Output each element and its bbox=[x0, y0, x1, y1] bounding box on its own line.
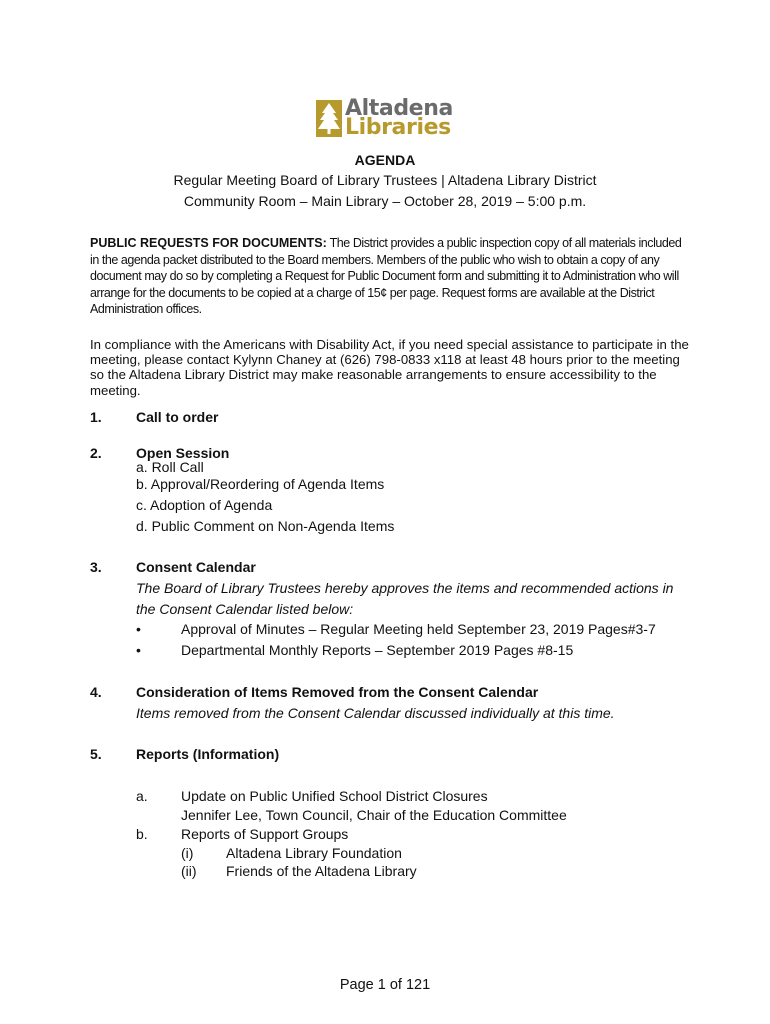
logo-wordmark-altadena: Altadena bbox=[345, 96, 453, 121]
item-5b-sub-text: Friends of the Altadena Library bbox=[226, 863, 417, 879]
bullet-icon: • bbox=[136, 642, 141, 658]
page-number: Page 1 of 121 bbox=[339, 977, 431, 993]
item-5-number: 5. bbox=[90, 746, 102, 762]
item-5a-label: a. bbox=[136, 788, 148, 804]
item-4-title: Consideration of Items Removed from the Consent Calendar bbox=[136, 684, 539, 700]
item-5b-sub-text: Altadena Library Foundation bbox=[226, 845, 402, 861]
item-4-number: 4. bbox=[90, 684, 102, 700]
item-2-number: 2. bbox=[90, 445, 102, 461]
consent-item: Departmental Monthly Reports – September 2019 Pages #8-15 bbox=[181, 642, 574, 658]
bullet-icon: • bbox=[136, 621, 141, 637]
public-requests-text: The District provides a public inspection copy of all materials included in the agenda packet distributed to the Board members. Members of the public who wish to obtain a copy of any document may do so by completing a Request for Public Document form and submitting it to Administration who will arrange for the documents to be copied at a charge of 15¢ per page. Request forms are available at the District Administration offices. bbox=[90, 236, 682, 317]
item-2-title: Open Session bbox=[136, 445, 230, 461]
consent-item: Approval of Minutes – Regular Meeting held September 23, 2019 Pages#3-7 bbox=[181, 621, 656, 637]
altadena-libraries-logo bbox=[316, 96, 466, 140]
logo-wordmark-libraries: Libraries bbox=[345, 115, 451, 140]
item-5b-sub-label: (i) bbox=[181, 845, 194, 861]
ada-compliance-paragraph: In compliance with the Americans with Disability Act, if you need special assistance to participate in the meeting, please contact Kylynn Chaney at (626) 798-0833 x118 at least 48 hours prior to the meeting so the Altadena Library District may make reasonable arrangements to ensure accessibility to the meeting. bbox=[90, 337, 689, 398]
tree-logo-icon bbox=[316, 100, 342, 137]
item-4-note: Items removed from the Consent Calendar discussed individually at this time. bbox=[136, 705, 615, 721]
item-5a-detail: Jennifer Lee, Town Council, Chair of the Education Committee bbox=[181, 807, 567, 823]
item-5b-text: Reports of Support Groups bbox=[181, 826, 349, 842]
item-1-number: 1. bbox=[90, 409, 102, 425]
item-2-subitem: d. Public Comment on Non-Agenda Items bbox=[136, 518, 395, 534]
public-requests-label: PUBLIC REQUESTS FOR DOCUMENTS: bbox=[90, 236, 327, 250]
item-5b-label: b. bbox=[136, 826, 148, 842]
item-1-title: Call to order bbox=[136, 409, 219, 425]
item-3-note: The Board of Library Trustees hereby approves the items and recommended actions in bbox=[136, 580, 674, 596]
item-3-title: Consent Calendar bbox=[136, 559, 256, 575]
item-2-subitem: c. Adoption of Agenda bbox=[136, 497, 273, 513]
agenda-title: AGENDA bbox=[354, 152, 416, 168]
item-2-subitem: a. Roll Call bbox=[136, 459, 204, 475]
item-5a-text: Update on Public Unified School District Closures bbox=[181, 788, 488, 804]
public-requests-paragraph bbox=[90, 235, 690, 318]
item-5b-sub-label: (ii) bbox=[181, 863, 197, 879]
item-3-number: 3. bbox=[90, 559, 102, 575]
item-2-subitem: b. Approval/Reordering of Agenda Items bbox=[136, 476, 385, 492]
item-5-title: Reports (Information) bbox=[136, 746, 280, 762]
item-3-note: the Consent Calendar listed below: bbox=[136, 601, 354, 617]
meeting-subtitle: Regular Meeting Board of Library Trustees | Altadena Library District bbox=[173, 172, 597, 188]
meeting-location-date: Community Room – Main Library – October 28, 2019 – 5:00 p.m. bbox=[183, 193, 587, 209]
